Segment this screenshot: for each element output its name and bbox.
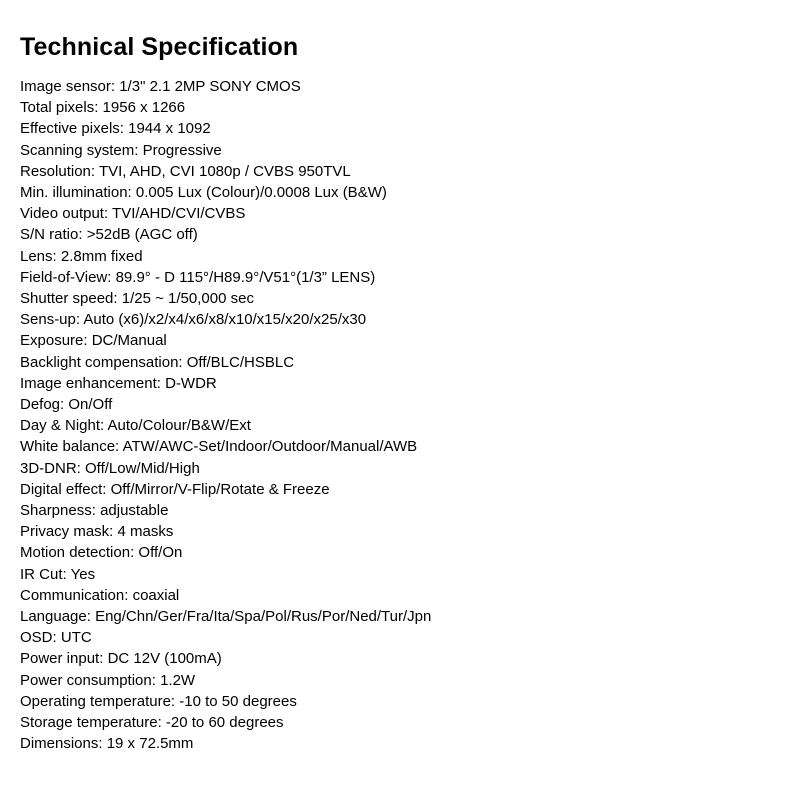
spec-label: Resolution: xyxy=(20,162,96,180)
spec-label: OSD: xyxy=(20,629,57,647)
spec-value: Off/Mirror/V-Flip/Rotate & Freeze xyxy=(110,480,330,498)
spec-value: TVI, AHD, CVI 1080p / CVBS 950TVL xyxy=(98,162,351,180)
spec-row xyxy=(20,373,780,394)
spec-value: On/Off xyxy=(68,396,113,414)
spec-label: Backlight compensation: xyxy=(20,353,183,371)
spec-value: 2.8mm fixed xyxy=(60,247,143,265)
spec-value: -20 to 60 degrees xyxy=(165,714,284,732)
spec-row xyxy=(20,627,780,648)
spec-row xyxy=(20,648,780,669)
spec-row xyxy=(20,330,780,351)
spec-row xyxy=(20,500,780,521)
spec-row xyxy=(20,606,780,627)
spec-value: 1/3" 2.1 2MP SONY CMOS xyxy=(119,78,301,95)
spec-label: Image enhancement: xyxy=(20,374,161,392)
spec-label: White balance: xyxy=(20,438,120,456)
spec-value: adjustable xyxy=(100,502,169,520)
spec-label: Dimensions: xyxy=(20,735,103,753)
spec-row xyxy=(20,97,780,118)
spec-value: 1.2W xyxy=(160,671,196,689)
spec-row xyxy=(20,288,780,309)
spec-label: Field-of-View: xyxy=(20,268,112,286)
spec-value: Yes xyxy=(70,565,96,583)
spec-row xyxy=(20,267,780,288)
spec-label: Sens-up: xyxy=(20,311,81,329)
spec-label: Power input: xyxy=(20,650,104,668)
spec-row xyxy=(20,691,780,712)
spec-row xyxy=(20,585,780,606)
spec-row xyxy=(20,564,780,585)
spec-value: 1/25 ~ 1/50,000 sec xyxy=(121,290,254,308)
spec-label: Total pixels: xyxy=(20,99,99,117)
spec-label: Privacy mask: xyxy=(20,523,114,541)
spec-label: Lens: xyxy=(20,247,57,265)
spec-label: Operating temperature: xyxy=(20,692,176,710)
spec-value: ATW/AWC-Set/Indoor/Outdoor/Manual/AWB xyxy=(122,438,418,456)
spec-value: Eng/Chn/Ger/Fra/Ita/Spa/Pol/Rus/Por/Ned/Tur/Jpn xyxy=(95,608,432,626)
spec-label: Language: xyxy=(20,608,91,626)
spec-label: Power consumption: xyxy=(20,671,156,689)
spec-row xyxy=(20,76,780,97)
spec-label: S/N ratio: xyxy=(20,226,83,244)
spec-row xyxy=(20,458,780,479)
spec-row xyxy=(20,542,780,563)
spec-value: 1956 x 1266 xyxy=(102,99,186,117)
spec-row xyxy=(20,203,780,224)
spec-row xyxy=(20,479,780,500)
spec-value: DC/Manual xyxy=(91,332,167,350)
spec-row xyxy=(20,394,780,415)
spec-label: Day & Night: xyxy=(20,417,105,435)
spec-label: Digital effect: xyxy=(20,480,107,498)
spec-row xyxy=(20,670,780,691)
spec-row xyxy=(20,140,780,161)
spec-label: Scanning system: xyxy=(20,141,139,159)
spec-label: Defog: xyxy=(20,396,65,414)
spec-row xyxy=(20,436,780,457)
spec-value: -10 to 50 degrees xyxy=(179,692,297,710)
spec-value: >52dB (AGC off) xyxy=(86,226,198,244)
spec-row xyxy=(20,712,780,733)
spec-row xyxy=(20,118,780,139)
spec-value: 19 x 72.5mm xyxy=(106,735,194,753)
spec-label: Communication: xyxy=(20,586,129,604)
spec-label: Effective pixels: xyxy=(20,120,124,138)
spec-value: 1944 x 1092 xyxy=(128,120,211,138)
spec-label: Exposure: xyxy=(20,332,88,350)
spec-row xyxy=(20,161,780,182)
spec-label: Sharpness: xyxy=(20,502,96,520)
spec-value: Off/Low/Mid/High xyxy=(85,459,200,477)
spec-value: TVI/AHD/CVI/CVBS xyxy=(112,205,246,223)
spec-row xyxy=(20,352,780,373)
spec-value: Auto/Colour/B&W/Ext xyxy=(107,417,251,435)
spec-value: 89.9° - D 115°/H89.9°/V51°(1/3” LENS) xyxy=(115,268,376,286)
spec-label: Video output: xyxy=(20,205,109,223)
spec-value: 4 masks xyxy=(117,523,174,541)
spec-label: Shutter speed: xyxy=(20,290,118,308)
spec-row xyxy=(20,182,780,203)
spec-value: D-WDR xyxy=(165,374,217,392)
spec-value: coaxial xyxy=(132,586,180,604)
spec-value: 0.005 Lux (Colour)/0.0008 Lux (B&W) xyxy=(135,184,387,202)
spec-row xyxy=(20,224,780,245)
spec-label: IR Cut: xyxy=(20,565,67,583)
spec-label: 3D-DNR: xyxy=(20,459,81,477)
spec-label: Image sensor: xyxy=(20,78,116,95)
spec-row xyxy=(20,415,780,436)
spec-value: Progressive xyxy=(142,141,222,159)
spec-row xyxy=(20,309,780,330)
spec-label: Motion detection: xyxy=(20,544,135,562)
spec-value: UTC xyxy=(60,629,92,647)
spec-value: Off/On xyxy=(138,544,183,562)
spec-row xyxy=(20,246,780,267)
spec-label: Storage temperature: xyxy=(20,714,162,732)
page-title: Technical Specification xyxy=(20,33,299,61)
spec-label: Min. illumination: xyxy=(20,184,132,202)
spec-row xyxy=(20,521,780,542)
spec-row xyxy=(20,733,780,754)
spec-value: DC 12V (100mA) xyxy=(107,650,222,668)
spec-value: Off/BLC/HSBLC xyxy=(186,353,295,371)
spec-value: Auto (x6)/x2/x4/x6/x8/x10/x15/x20/x25/x30 xyxy=(83,311,367,329)
specification-list xyxy=(20,76,780,755)
